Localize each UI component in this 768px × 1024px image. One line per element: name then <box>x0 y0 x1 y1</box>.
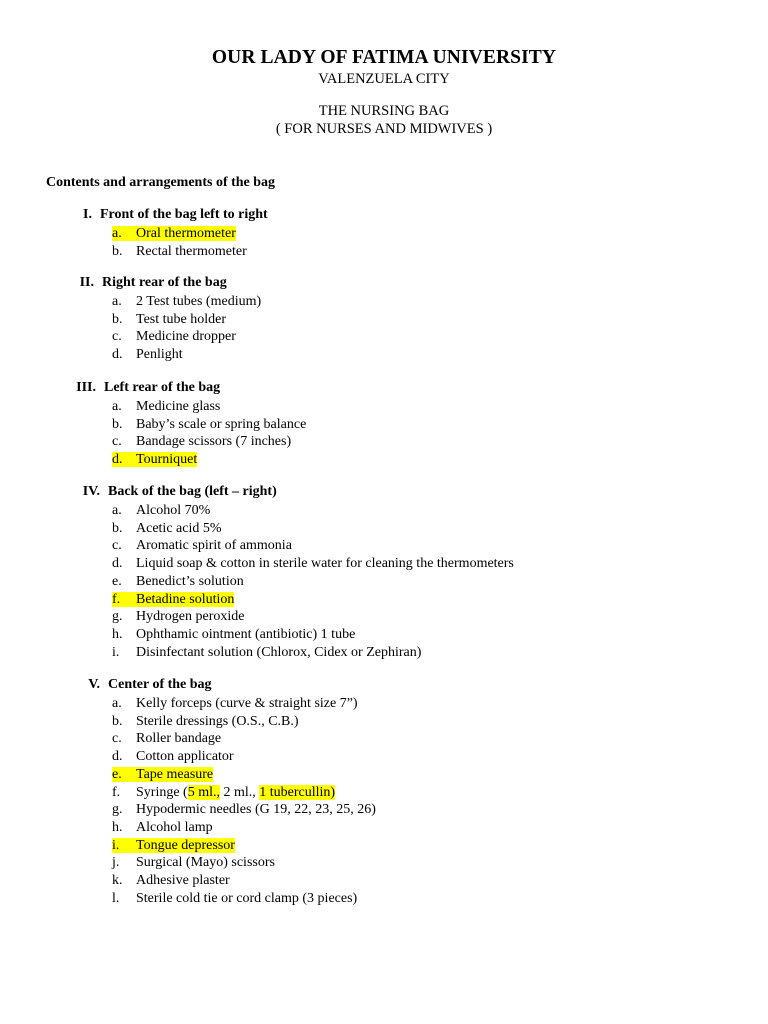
section-title: Left rear of the bag <box>104 380 221 395</box>
item-label: e. <box>112 573 122 589</box>
section-number: II. <box>79 275 94 290</box>
item-text: Penlight <box>136 347 183 363</box>
item-label: a. <box>112 696 122 711</box>
university-title: OUR LADY OF FATIMA UNIVERSITY <box>211 47 557 68</box>
section-number: III. <box>76 380 96 395</box>
list-item <box>112 819 213 837</box>
highlighted-text: Tape measure <box>136 766 214 782</box>
list-item <box>112 730 221 748</box>
item-label: a. <box>112 399 122 414</box>
section-title: Center of the bag <box>108 677 212 692</box>
highlighted-text: Betadine solution <box>136 591 235 607</box>
section-heading <box>76 484 277 500</box>
section-heading <box>74 207 268 223</box>
item-label: k. <box>112 873 123 888</box>
item-label: f. <box>112 591 121 607</box>
item-text: Roller bandage <box>136 731 222 747</box>
item-text: Ophthamic ointment (antibiotic) 1 tube <box>136 626 356 642</box>
item-text: Aromatic spirit of ammonia <box>136 538 292 554</box>
item-label: a. <box>112 294 122 309</box>
section-heading <box>72 275 227 291</box>
item-text: Syringe ( <box>136 784 188 800</box>
item-label: b. <box>112 416 123 432</box>
list-item <box>112 608 244 626</box>
section-title: Right rear of the bag <box>102 275 227 290</box>
list-item <box>112 626 355 644</box>
list-item <box>112 537 292 555</box>
list-item <box>112 713 299 731</box>
list-item <box>112 293 261 311</box>
item-label: l. <box>112 890 120 906</box>
list-item <box>112 555 514 573</box>
list-item <box>112 890 357 908</box>
university-city: VALENZUELA CITY <box>318 71 450 87</box>
item-label: c. <box>112 329 122 345</box>
item-text: Medicine dropper <box>136 329 236 345</box>
section-number: I. <box>83 207 92 222</box>
list-item <box>112 243 247 261</box>
list-item <box>112 520 222 538</box>
section-title: Front of the bag left to right <box>100 207 268 222</box>
item-label: i. <box>112 644 120 660</box>
item-text: Surgical (Mayo) scissors <box>136 855 275 871</box>
item-label: g. <box>112 609 123 625</box>
item-label: c. <box>112 731 122 747</box>
item-label: d. <box>112 749 123 765</box>
list-item <box>112 801 376 819</box>
item-label: d. <box>112 347 123 363</box>
list-item <box>112 748 234 766</box>
item-label: a. <box>112 503 122 518</box>
highlighted-text: 1 tubercullin) <box>259 784 336 800</box>
item-label: f. <box>112 784 121 800</box>
highlighted-text: Tourniquet <box>136 452 198 468</box>
item-label: b. <box>112 520 123 536</box>
section-number: IV. <box>82 484 100 499</box>
section-number: V. <box>88 677 100 692</box>
item-label: d. <box>112 556 123 572</box>
item-label: e. <box>112 766 122 782</box>
item-label: d. <box>112 452 123 468</box>
item-text: Sterile dressings (O.S., C.B.) <box>136 713 299 729</box>
item-text: Alcohol lamp <box>136 819 213 835</box>
item-text: Baby’s scale or spring balance <box>136 416 307 432</box>
list-item <box>112 837 235 855</box>
item-label: g. <box>112 802 123 818</box>
section-heading <box>80 677 212 693</box>
item-text: Sterile cold tie or cord clamp (3 pieces) <box>136 890 358 906</box>
item-label: i. <box>112 837 120 853</box>
item-text: Liquid soap & cotton in sterile water for cleaning the thermometers <box>136 556 514 572</box>
item-text: 2 ml., <box>220 784 260 800</box>
item-text: Cotton applicator <box>136 749 234 765</box>
contents-heading: Contents and arrangements of the bag <box>46 175 276 190</box>
item-text: Alcohol 70% <box>136 503 211 518</box>
list-item <box>112 416 306 434</box>
item-label: h. <box>112 819 123 835</box>
section-heading <box>72 380 220 396</box>
item-text: Adhesive plaster <box>136 873 230 888</box>
list-item <box>112 225 236 243</box>
item-label: b. <box>112 243 123 259</box>
item-label: b. <box>112 311 123 327</box>
item-text: Hypodermic needles (G 19, 22, 23, 25, 26) <box>136 802 376 818</box>
list-item <box>112 328 236 346</box>
document-subtitle: ( FOR NURSES AND MIDWIVES ) <box>275 121 493 137</box>
section-title: Back of the bag (left – right) <box>108 484 277 499</box>
item-text: Acetic acid 5% <box>136 520 222 536</box>
list-item <box>112 502 210 520</box>
list-item <box>112 591 234 609</box>
list-item <box>112 695 358 713</box>
item-text: Rectal thermometer <box>136 243 247 259</box>
item-text: Kelly forceps (curve & straight size 7”) <box>136 696 358 711</box>
item-label: a. <box>112 226 122 241</box>
list-item <box>112 872 230 890</box>
item-label: c. <box>112 538 122 554</box>
list-item <box>112 346 183 364</box>
item-text: Benedict’s solution <box>136 573 244 589</box>
item-label: b. <box>112 713 123 729</box>
highlighted-text: Tongue depressor <box>136 837 235 853</box>
item-label: h. <box>112 626 123 642</box>
item-text: Test tube holder <box>136 311 226 327</box>
item-text: Bandage scissors (7 inches) <box>136 434 292 450</box>
list-item <box>112 433 291 451</box>
item-label: c. <box>112 434 122 450</box>
list-item <box>112 573 244 591</box>
list-item <box>112 784 335 802</box>
list-item <box>112 766 213 784</box>
item-label: j. <box>112 855 120 871</box>
item-text: Disinfectant solution (Chlorox, Cidex or Zephiran) <box>136 644 422 660</box>
item-text: Medicine glass <box>136 399 221 414</box>
list-item <box>112 398 220 416</box>
item-text: Hydrogen peroxide <box>136 609 245 625</box>
list-item <box>112 311 226 329</box>
item-text: 2 Test tubes (medium) <box>136 294 262 309</box>
highlighted-text: Oral thermometer <box>136 226 236 241</box>
list-item <box>112 854 275 872</box>
highlighted-text: 5 ml., <box>187 784 220 800</box>
list-item <box>112 644 421 662</box>
list-item <box>112 451 197 469</box>
document-title: THE NURSING BAG <box>318 103 450 119</box>
